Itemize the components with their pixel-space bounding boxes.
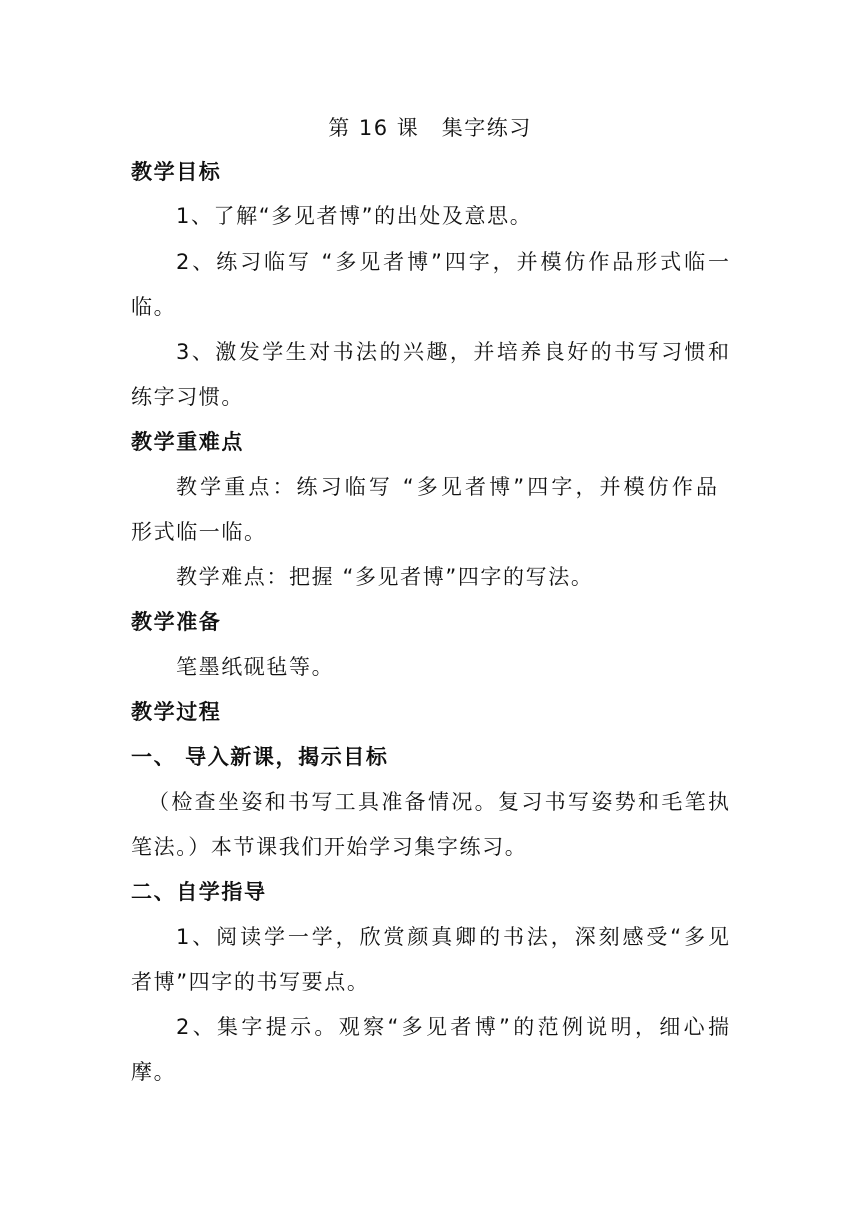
lesson-title: 第 16 课 集字练习 [328, 116, 532, 140]
goal-item-3-line-1: 3、激发学生对书法的兴趣，并培养良好的书写习惯和 [176, 340, 729, 364]
goal-item-2-line-2: 临。 [131, 295, 177, 319]
goal-item-1: 1、了解“多见者博”的出处及意思。 [176, 204, 533, 228]
process-part-2-item-2-line-2: 摩。 [131, 1060, 177, 1084]
goals-heading: 教学目标 [131, 160, 222, 184]
difficult-point: 教学难点：把握 “多见者博”四字的写法。 [176, 565, 594, 589]
process-part-2-item-1-line-1: 1、阅读学一学，欣赏颜真卿的书法，深刻感受“多见 [176, 925, 729, 949]
key-point-line-2: 形式临一临。 [131, 520, 267, 544]
preparation-heading: 教学准备 [131, 610, 222, 634]
process-part-2-item-2-line-1: 2、集字提示。观察“多见者博”的范例说明，细心揣 [176, 1015, 729, 1039]
preparation-content: 笔墨纸砚毡等。 [176, 655, 335, 679]
key-point-line-1: 教学重点：练习临写 “多见者博”四字，并模仿作品 [176, 475, 717, 499]
process-heading: 教学过程 [131, 700, 222, 724]
key-points-heading: 教学重难点 [131, 430, 244, 454]
process-part-2-heading: 二、自学指导 [131, 880, 267, 904]
goal-item-3-line-2: 练字习惯。 [131, 385, 244, 409]
process-part-2-item-1-line-2: 者博”四字的书写要点。 [131, 970, 370, 994]
process-part-1-line-1: （检查坐姿和书写工具准备情况。复习书写姿势和毛笔执 [148, 790, 729, 814]
process-part-1-line-2: 笔法。）本节课我们开始学习集字练习。 [131, 835, 528, 859]
process-part-1-heading: 一、 导入新课，揭示目标 [131, 745, 389, 769]
goal-item-2-line-1: 2、练习临写 “多见者博”四字，并模仿作品形式临一 [176, 250, 729, 274]
